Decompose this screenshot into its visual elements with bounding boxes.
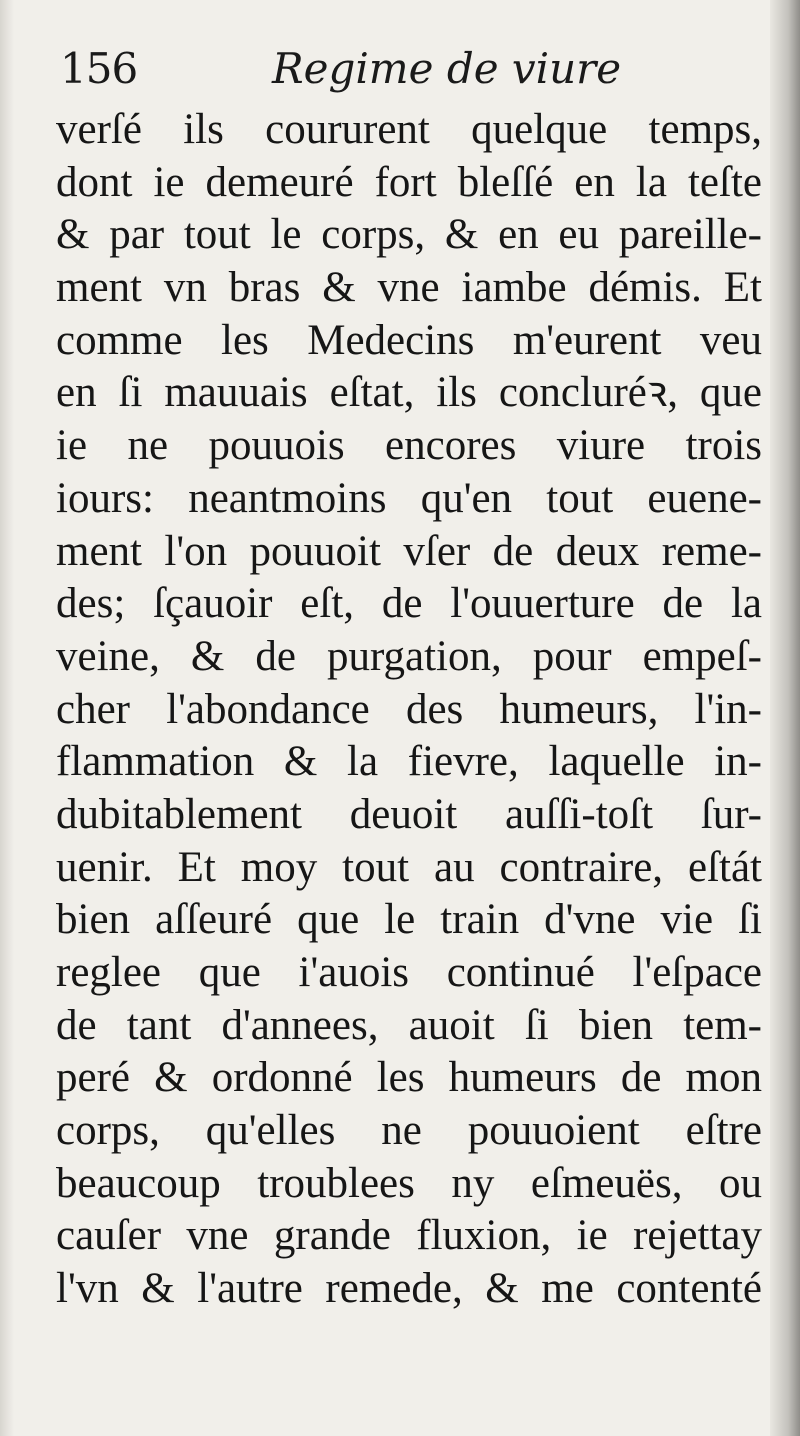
text-line: en ſi mauuais eſtat, ils concluréꝛ, que (56, 369, 762, 417)
page-number: 156 (60, 44, 138, 93)
text-line: corps, qu'elles ne pouuoient eſtre (56, 1107, 762, 1155)
text-line: verſé ils coururent quelque temps, (56, 106, 762, 153)
text-line: ie ne pouuois encores viure trois (56, 422, 762, 470)
page-edge-shadow (770, 0, 800, 1436)
text-line: l'vn & l'autre remede, & me contenté (56, 1265, 762, 1313)
text-line: ment vn bras & vne iambe démis. Et (56, 264, 762, 312)
page-gutter-shadow (0, 0, 14, 1436)
text-line: des; ſçauoir eſt, de l'ouuerture de la (56, 580, 762, 628)
text-line: beaucoup troublees ny eſmeuës, ou (56, 1159, 762, 1207)
text-line: iours: neantmoins qu'en tout euene- (56, 474, 762, 522)
text-line: de tant d'annees, auoit ſi bien tem- (56, 1001, 762, 1049)
text-line: veine, & de purgation, pour empeſ- (56, 632, 762, 680)
text-line: comme les Medecins m'eurent veu (56, 316, 762, 364)
text-line: dubitablement deuoit auſſi-toſt ſur- (56, 790, 762, 838)
running-head: Regime de viure (272, 44, 622, 93)
body-text (56, 104, 762, 1316)
text-line: peré & ordonné les humeurs de mon (56, 1054, 762, 1102)
text-line: ment l'on pouuoit vſer de deux reme- (56, 527, 762, 575)
text-line: cher l'abondance des humeurs, l'in- (56, 685, 762, 733)
text-line: reglee que i'auois continué l'eſpace (56, 949, 762, 996)
text-line: cauſer vne grande fluxion, ie rejettay (56, 1212, 762, 1260)
text-line: uenir. Et moy tout au contraire, eſtát (56, 843, 762, 891)
text-line: dont ie demeuré fort bleſſé en la teſte (56, 158, 762, 206)
text-line: & par tout le corps, & en eu pareille- (56, 211, 762, 259)
text-line: bien aſſeuré que le train d'vne vie ſi (56, 896, 762, 944)
text-line: flammation & la fievre, laquelle in- (56, 738, 762, 786)
page-header (60, 42, 760, 102)
